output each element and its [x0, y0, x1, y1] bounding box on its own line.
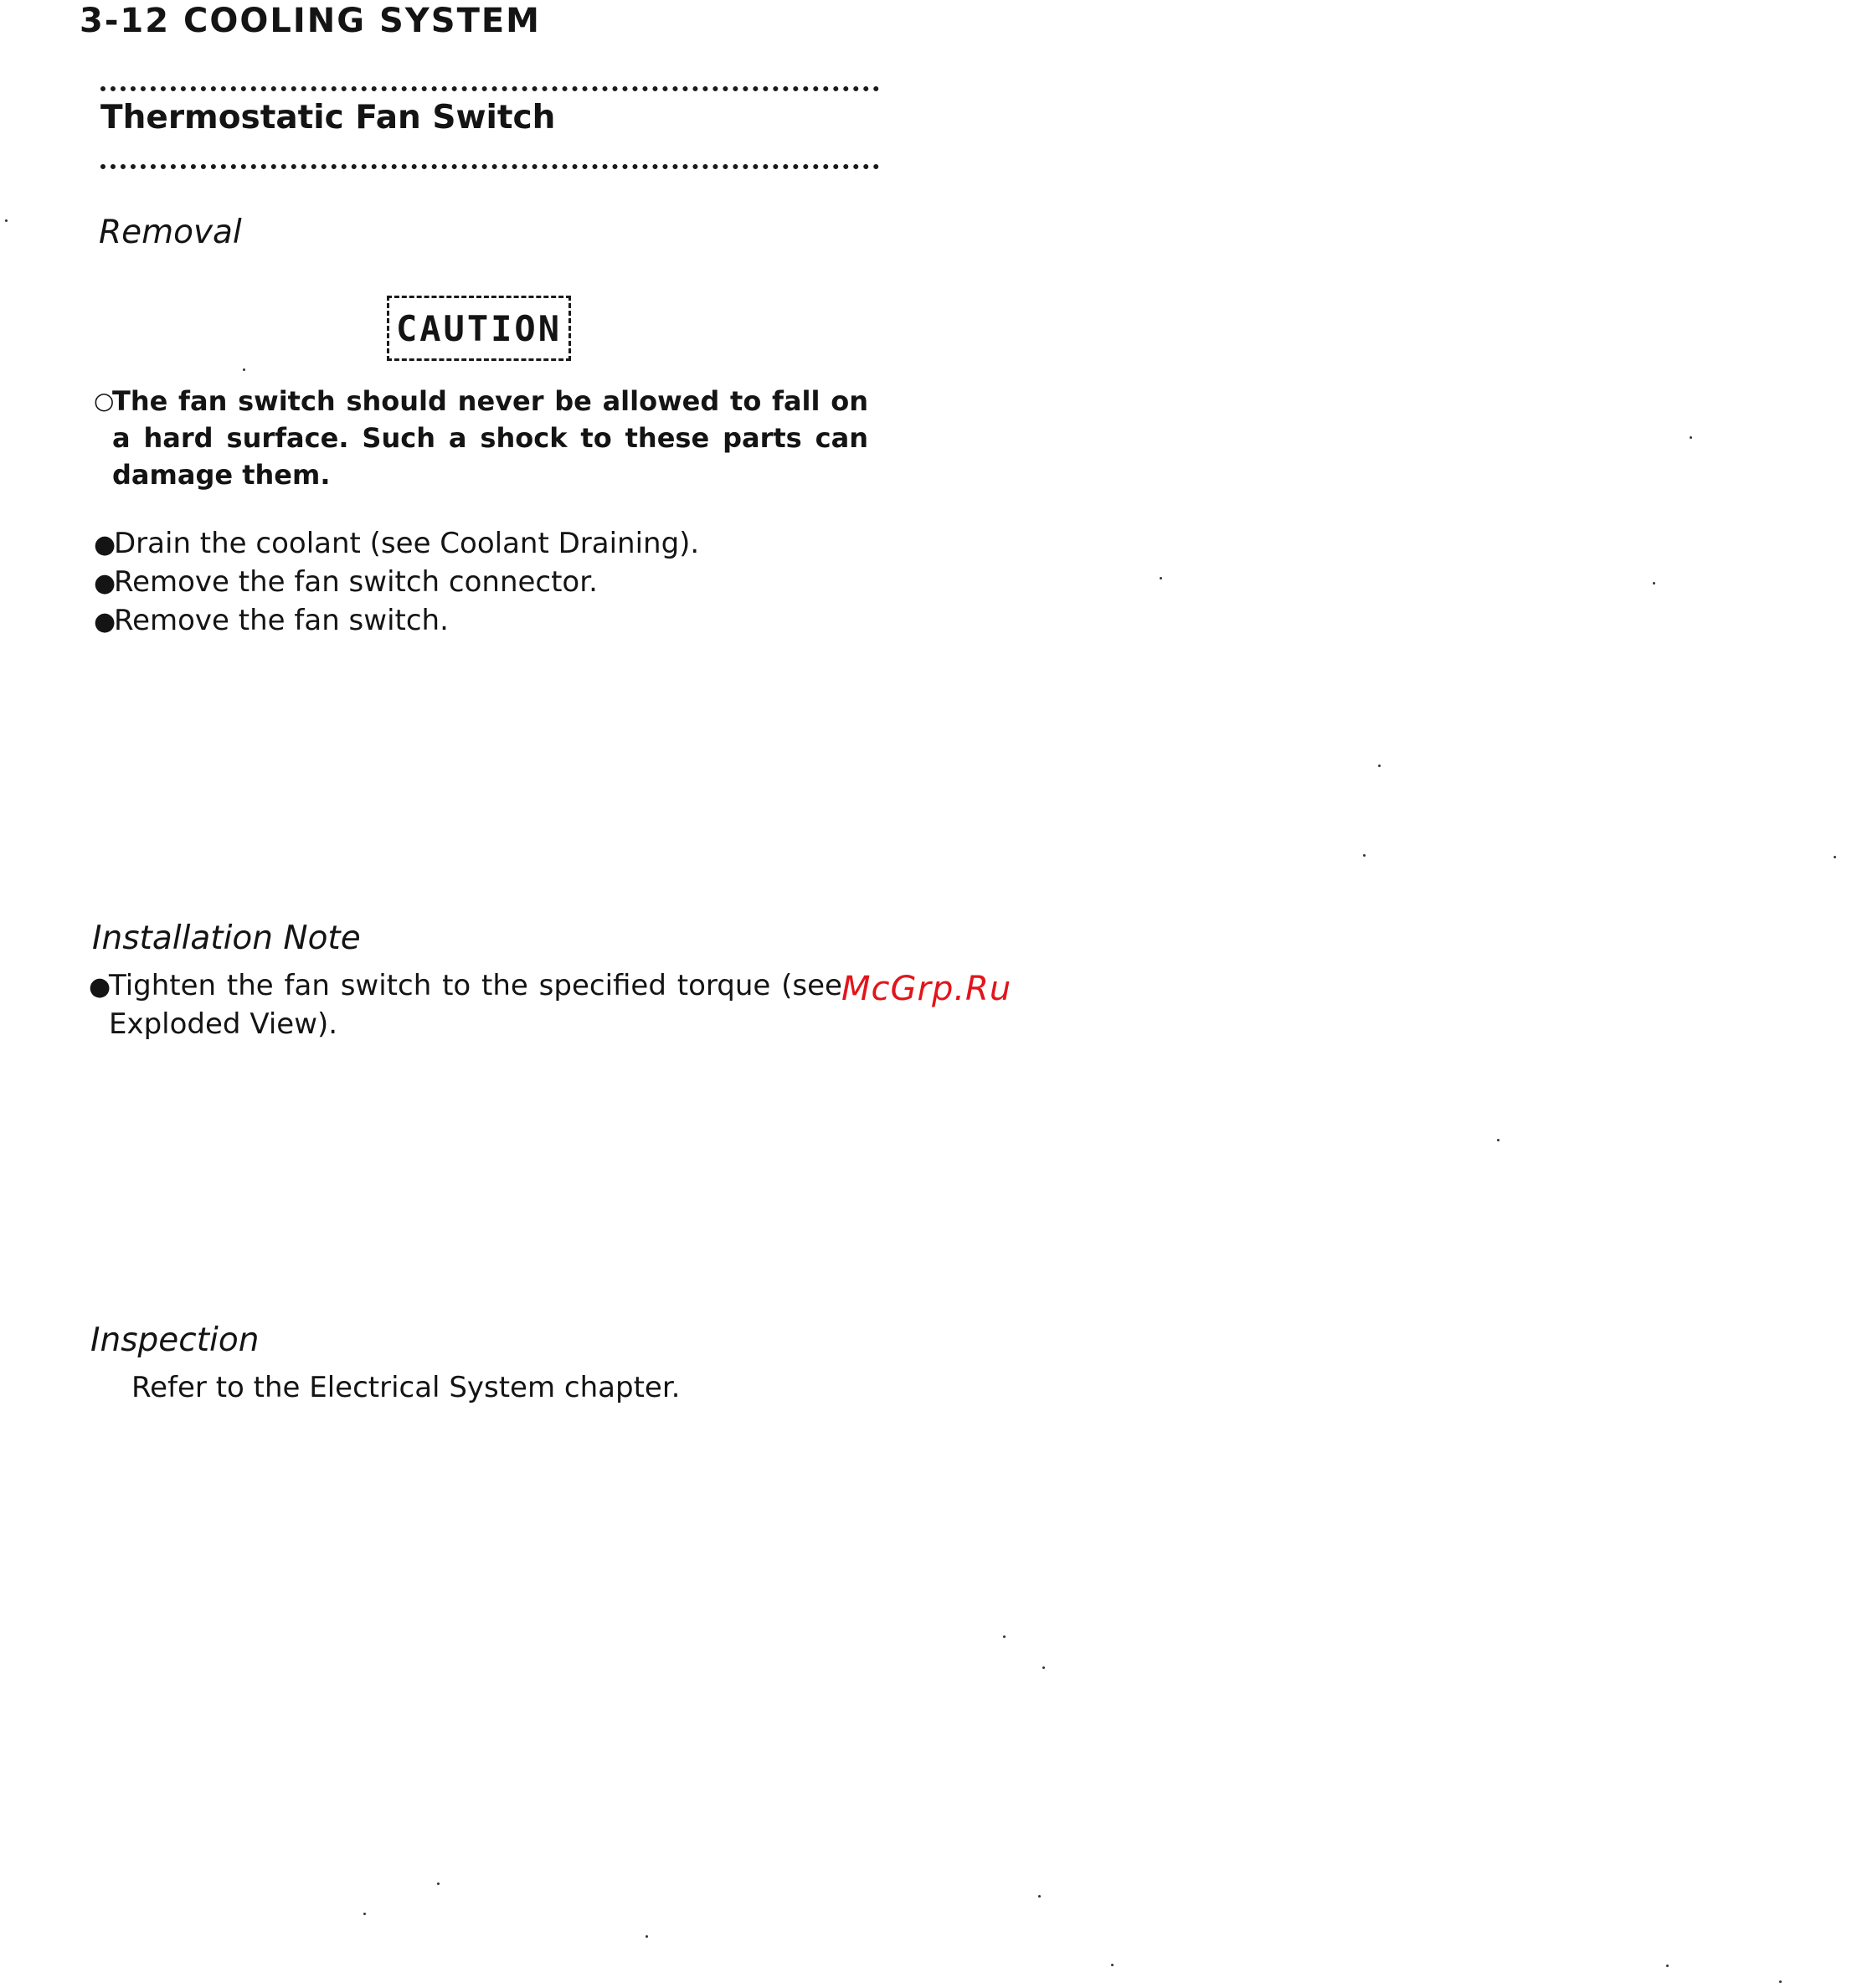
section-rule-top [100, 86, 879, 91]
install-word: the [481, 969, 528, 1002]
bullet-icon: ● [94, 569, 116, 598]
list-item [94, 602, 699, 641]
scan-speck [1042, 1666, 1045, 1669]
scan-speck [363, 1913, 366, 1915]
list-item [94, 564, 699, 602]
scan-speck [1111, 1964, 1114, 1966]
installation-text [89, 967, 842, 1043]
watermark: McGrp.Ru [841, 970, 1012, 1008]
install-word: (see [781, 969, 842, 1002]
scan-speck [1003, 1635, 1006, 1638]
scan-speck [1690, 436, 1692, 439]
install-word: ●Tighten [89, 967, 216, 1006]
scan-speck [243, 368, 245, 371]
step-text: Remove the fan switch connector. [114, 565, 598, 599]
removal-steps [94, 525, 699, 641]
install-word: to [442, 969, 471, 1002]
scan-speck [5, 219, 8, 222]
removal-heading: Removal [99, 214, 242, 251]
scan-speck [1653, 582, 1655, 585]
bullet-icon: ● [94, 607, 116, 636]
scan-speck [1779, 1980, 1782, 1983]
scan-speck [1363, 854, 1366, 857]
install-word: torque [676, 969, 771, 1002]
scan-speck [1378, 765, 1381, 767]
caution-label: CAUTION [395, 307, 562, 349]
scan-speck [1834, 856, 1836, 858]
caution-body: The fan switch should never be allowed to fall on a hard surface. Such a shock to these parts can damage them. [112, 385, 868, 491]
scan-speck [1666, 1965, 1669, 1967]
step-text: Remove the fan switch. [114, 604, 449, 637]
section-title: Thermostatic Fan Switch [100, 99, 556, 136]
inspection-heading: Inspection [90, 1321, 260, 1359]
section-rule-bottom [100, 164, 879, 169]
install-word: the [226, 969, 274, 1002]
bullet-icon: ● [89, 972, 111, 1002]
inspection-text: Refer to the Electrical System chapter. [131, 1371, 681, 1404]
scan-speck [1497, 1139, 1500, 1141]
caution-marker-icon: ○ [94, 387, 115, 415]
installation-heading: Installation Note [92, 919, 361, 957]
install-word: fan [284, 969, 330, 1002]
caution-text [94, 381, 868, 493]
bullet-icon: ● [94, 530, 116, 559]
scan-speck [1160, 577, 1162, 579]
scan-speck [646, 1935, 648, 1938]
installation-line-1 [89, 967, 842, 1006]
installation-line-2: Exploded View). [109, 1007, 338, 1041]
install-word: switch [340, 969, 432, 1002]
caution-badge [387, 296, 571, 361]
page-header: 3-12 COOLING SYSTEM [80, 2, 541, 40]
list-item [94, 525, 699, 564]
step-text: Drain the coolant (see Coolant Draining). [114, 527, 700, 560]
install-word: specified [538, 969, 666, 1002]
scan-speck [1038, 1895, 1041, 1898]
scan-speck [437, 1882, 440, 1885]
